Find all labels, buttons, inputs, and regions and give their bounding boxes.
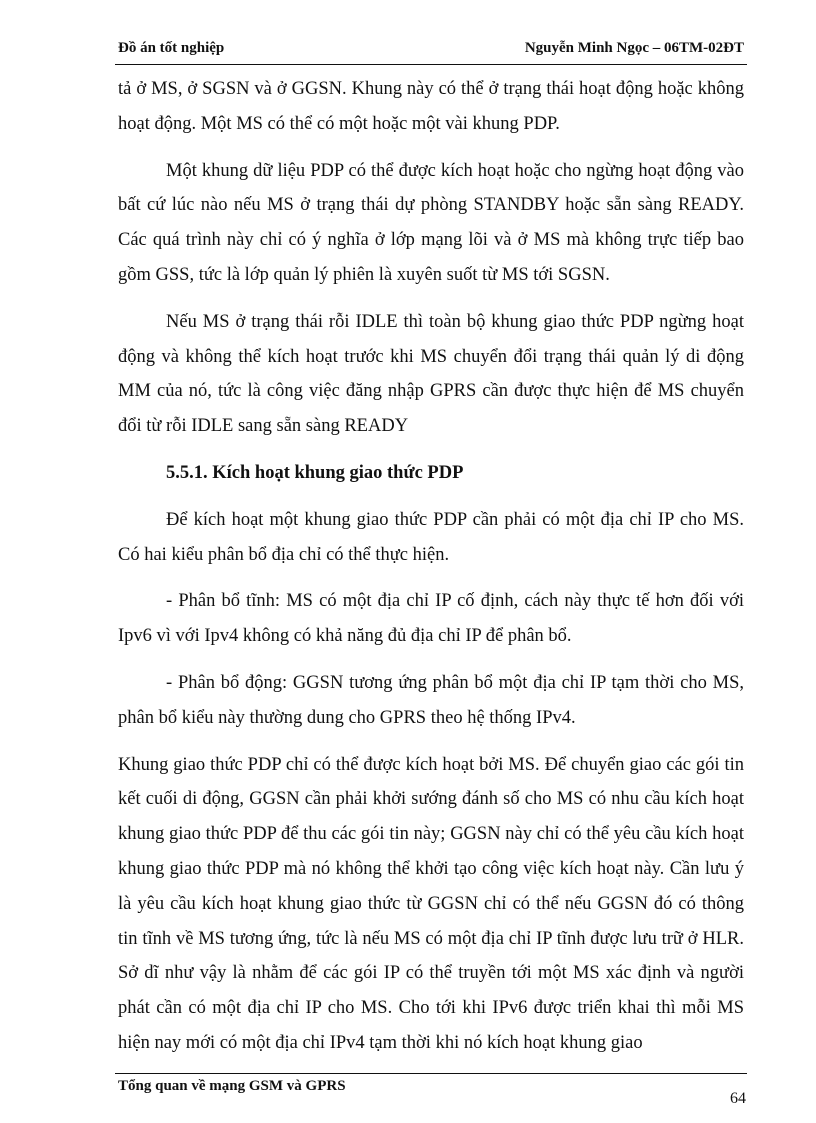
- paragraph-1: tả ở MS, ở SGSN và ở GGSN. Khung này có thể ở trạng thái hoạt động hoặc không hoạt động. Một MS có thể có một hoặc một vài khung PDP.: [118, 79, 744, 134]
- page-header: [118, 40, 744, 60]
- paragraph-static-allocation: - Phân bổ tĩnh: MS có một địa chỉ IP cố định, cách này thực tế hơn đối với Ipv6 vì với Ipv4 không có khả năng đủ địa chỉ IP để phân bổ.: [118, 591, 744, 647]
- footer-divider: [115, 1073, 747, 1074]
- paragraph-3: Nếu MS ở trạng thái rỗi IDLE thì toàn bộ khung giao thức PDP ngừng hoạt động và không thể kích hoạt trước khi MS chuyển đổi trạng thái quản lý di động MM của nó, tức là công việc đăng nhập GPRS cần được thực hiện để MS chuyển đổi từ rỗi IDLE sang sẵn sàng READY: [118, 311, 744, 437]
- paragraph-dynamic-allocation: - Phân bổ động: GGSN tương ứng phân bổ một địa chỉ IP tạm thời cho MS, phân bổ kiểu này thường dung cho GPRS theo hệ thống IPv4.: [118, 672, 744, 728]
- header-author: Nguyễn Minh Ngọc – 06TM-02ĐT: [524, 40, 744, 56]
- footer-title: Tổng quan về mạng GSM và GPRS: [118, 1078, 346, 1094]
- header-document-type: Đồ án tốt nghiệp: [118, 40, 225, 56]
- section-heading: 5.5.1. Kích hoạt khung giao thức PDP: [166, 462, 464, 483]
- header-divider: [115, 64, 747, 65]
- page-body: [118, 72, 744, 1073]
- paragraph-4: Để kích hoạt một khung giao thức PDP cần phải có một địa chỉ IP cho MS. Có hai kiểu phân bổ địa chỉ có thể thực hiện.: [118, 509, 744, 565]
- paragraph-7: Khung giao thức PDP chỉ có thể được kích hoạt bởi MS. Để chuyển giao các gói tin kết cuối di động, GGSN cần phải khởi sướng đánh số cho MS có nhu cầu kích hoạt khung giao thức PDP để thu các gói tin này; GGSN này chỉ có thể yêu cầu kích hoạt khung giao thức PDP mà nó không thể khởi tạo công việc kích hoạt này. Cần lưu ý là yêu cầu kích hoạt khung giao thức từ GGSN chỉ có thể nếu GGSN đó có thông tin tĩnh về MS tương ứng, tức là nếu MS có một địa chỉ IP tĩnh được lưu trữ ở HLR. Sở dĩ như vậy là nhằm để các gói IP có thể truyền tới một MS xác định và người phát cần có một địa chỉ IP cho MS. Cho tới khi IPv6 được triển khai thì mỗi MS hiện nay mới có một địa chỉ IPv4 tạm thời khi nó kích hoạt khung giao: [118, 754, 744, 1053]
- paragraph-2: Một khung dữ liệu PDP có thể được kích hoạt hoặc cho ngừng hoạt động vào bất cứ lúc nào nếu MS ở trạng thái dự phòng STANDBY hoặc sẵn sàng READY. Các quá trình này chỉ có ý nghĩa ở lớp mạng lõi và ở MS mà không trực tiếp bao gồm GSS, tức là lớp quản lý phiên là xuyên suốt từ MS tới SGSN.: [118, 160, 744, 285]
- page-number: 64: [730, 1090, 746, 1107]
